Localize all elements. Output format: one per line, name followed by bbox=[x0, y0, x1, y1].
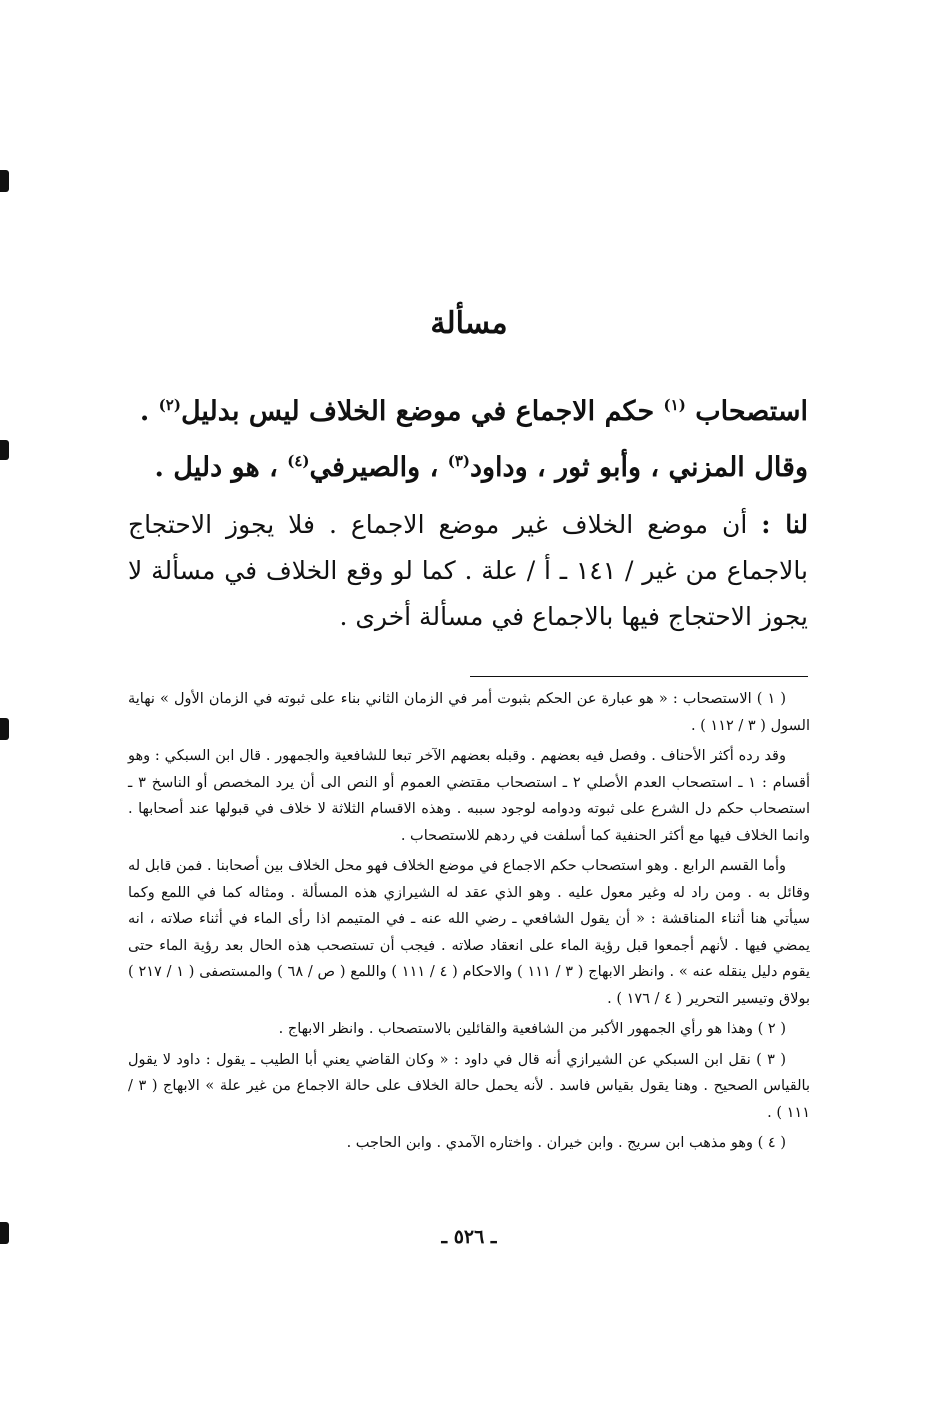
footnote: ( ٢ ) وهذا هو رأي الجمهور الأكبر من الشافعية والقائلين بالاستصحاب . وانظر الابهاج . bbox=[278, 1021, 786, 1037]
page-number: ـ ٥٢٦ ـ bbox=[441, 1226, 497, 1248]
title-text: ، هو دليل . bbox=[154, 452, 278, 483]
title-line-2 bbox=[100, 444, 808, 492]
paragraph-lead: لنا : bbox=[761, 510, 808, 539]
footnotes-section bbox=[128, 686, 810, 1161]
footnote: وقد رده أكثر الأحناف . وفصل فيه بعضهم . وقبله بعضهم الآخر تبعا للشافعية والجمهور . قال ابن السبكي : وهو أقسام : ١ ـ استصحاب العدم الأصلي ٢ ـ استصحاب مقتضي العموم أو النص الى أن يرد المخصص أو الناسخ ٣ ـ استصحاب حكم دل الشرع على ثبوته ودوامه لوجود سببه . وهذه الاقسام الثلاثة لا خلاف في قبولها عند أصحابها . وانما الخلاف فيها مع أكثر الحنفية كما أسلفت في ردهم للاستصحاب . bbox=[128, 748, 810, 844]
scan-margin-mark bbox=[0, 440, 9, 460]
title-line-1 bbox=[100, 388, 808, 436]
main-paragraph bbox=[128, 502, 808, 640]
footnote: ( ٣ ) نقل ابن السبكي عن الشيرازي أنه قال في داود : « وكان القاضي يعني أبا الطيب ـ يقول : داود لا يقول بالقياس الصحيح . وهنا يقول بقياس فاسد . لأنه يحمل حالة الخلاف على حالة الاجماع من غير علة » الابهاج ( ٣ / ١١١ ) . bbox=[128, 1051, 810, 1121]
footnote-ref-2: (٢) bbox=[158, 396, 181, 414]
title-text: ، والصيرفي bbox=[309, 452, 439, 483]
footnote-separator bbox=[470, 676, 808, 677]
scan-margin-mark bbox=[0, 718, 9, 740]
title-text: حكم الاجماع في موضع الخلاف ليس بدليل bbox=[180, 396, 655, 427]
footnote: وأما القسم الرابع . وهو استصحاب حكم الاجماع في موضع الخلاف فهو محل الخلاف بين أصحابنا . فمن قابل له وقائل به . ومن راد له وغير معول عليه . وهو الذي عقد له الشيرازي هذه المسألة . ومثاله كما في اللمع وكما سيأتي هنا أثناء المناقشة : « أن يقول الشافعي ـ رضي الله عنه ـ في المتيمم اذا رأى الماء في أثناء صلاته ، انه يمضي فيها . لأنهم أجمعوا قبل رؤية الماء على انعقاد صلاته . فيجب أن تستصحب هذه الحال بعد رؤية الماء حتى يقوم دليل ينقله عنه » . وانظر الابهاج ( ٣ / ١١١ ) والاحكام ( ٤ / ١١١ ) واللمع ( ص / ٦٨ ) والمستصفى ( ١ / ٢١٧ ) بولاق وتيسير التحرير ( ٤ / ١٧٦ ) . bbox=[128, 858, 811, 1007]
title-punct: . bbox=[139, 396, 150, 427]
footnote: ( ١ ) الاستصحاب : « هو عبارة عن الحكم بثبوت أمر في الزمان الثاني بناء على ثبوته في الزمان الأول » نهاية السول ( ٣ / ١١٢ ) . bbox=[128, 691, 810, 734]
footnote-ref-1: (١) bbox=[663, 396, 686, 414]
title-text: وقال المزني ، وأبو ثور ، وداود bbox=[469, 452, 808, 483]
footnote-ref-4: (٤) bbox=[287, 452, 310, 470]
title-text: استصحاب bbox=[695, 396, 808, 427]
footnote: ( ٤ ) وهو مذهب ابن سريج . وابن خيران . واختاره الآمدي . وابن الحاجب . bbox=[346, 1135, 786, 1151]
paragraph-text: أن موضع الخلاف غير موضع الاجماع . فلا يجوز الاحتجاج بالاجماع من غير / ١٤١ ـ أ / علة . كما لو وقع الخلاف في مسألة لا يجوز الاحتجاج فيها بالاجماع في مسألة أخرى . bbox=[128, 510, 808, 631]
section-heading: مسألة bbox=[430, 306, 508, 341]
footnote-ref-3: (٣) bbox=[447, 452, 470, 470]
scan-margin-mark bbox=[0, 170, 9, 192]
